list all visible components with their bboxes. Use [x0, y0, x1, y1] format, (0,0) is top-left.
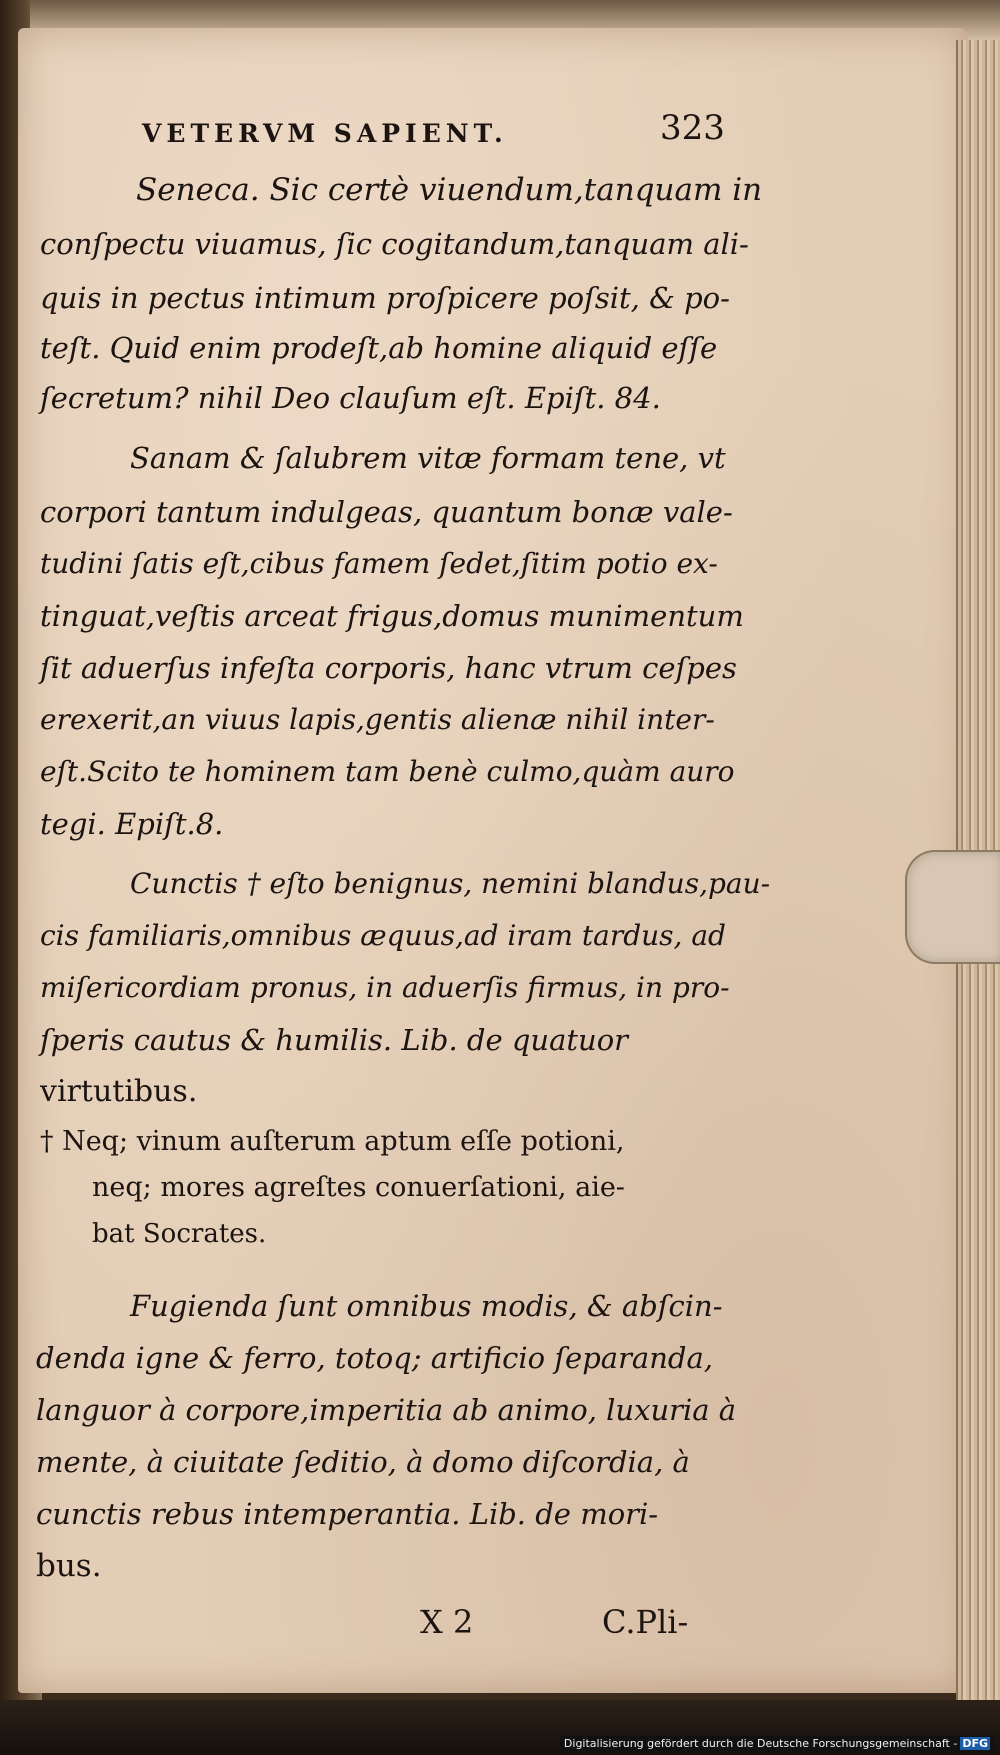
text-line: Sanam & ſalubrem vitæ formam tene, vt: [130, 441, 726, 475]
text-line: quis in pectus intimum proſpicere poſsit, & po-: [40, 281, 730, 315]
text-line: Cunctis † eſto benignus, nemini blandus,pau-: [130, 867, 771, 900]
text-line: conſpectu viuamus, ſic cogitandum,tanquam ali-: [40, 227, 749, 261]
dfg-logo: DFG: [962, 1737, 988, 1750]
digitization-credit: [560, 1736, 994, 1751]
clasp-tab: [905, 850, 1000, 964]
text-line: corpori tantum indulgeas, quantum bonæ vale-: [40, 495, 733, 529]
text-line: ſit aduerſus infeſta corporis, hanc vtrum ceſpes: [40, 651, 737, 685]
page-number: 323: [660, 108, 725, 148]
text-line: erexerit,an viuus lapis,gentis alienæ nihil inter-: [40, 703, 715, 736]
running-title: VETERVM SAPIENT.: [142, 119, 508, 148]
text-line: miſericordiam pronus, in aduerſis firmus, in pro-: [40, 971, 730, 1004]
text-line: denda igne & ferro, totoq; artificio ſeparanda,: [36, 1341, 713, 1375]
text-line: tegi. Epiſt.8.: [40, 807, 224, 841]
text-line: virtutibus.: [40, 1074, 198, 1109]
footnote-line: bat Socrates.: [92, 1219, 267, 1249]
text-line: Seneca. Sic certè viuendum,tanquam in: [136, 172, 763, 208]
credit-text: Digitalisierung gefördert durch die Deutsche Forschungsgemeinschaft -: [563, 1737, 958, 1750]
text-line: Fugienda ſunt omnibus modis, & abſcin-: [130, 1289, 723, 1323]
text-line: tinguat,veſtis arceat frigus,domus munimentum: [40, 599, 744, 633]
text-line: mente, à ciuitate ſeditio, à domo diſcordia, à: [36, 1445, 690, 1479]
text-line: cis familiaris,omnibus æquus,ad iram tardus, ad: [40, 919, 726, 952]
catchword: C.Pli-: [602, 1603, 689, 1641]
text-line: teſt. Quid enim prodeſt,ab homine aliquid eſſe: [40, 331, 718, 365]
text-line: tudini ſatis eſt,cibus famem ſedet,ſitim potio ex-: [40, 547, 718, 580]
text-line: bus.: [36, 1548, 102, 1584]
text-line: ſecretum? nihil Deo clauſum eſt. Epiſt. 84.: [40, 381, 661, 415]
text-line: cunctis rebus intemperantia. Lib. de mori-: [36, 1497, 659, 1531]
footnote-line: † Neq; vinum auſterum aptum eſſe potioni,: [40, 1126, 625, 1157]
signature-mark: X 2: [420, 1603, 474, 1641]
text-line: eſt.Scito te hominem tam benè culmo,quàm auro: [40, 755, 735, 788]
footnote-line: neq; mores agreſtes conuerſationi, aie-: [92, 1172, 625, 1203]
text-line: languor à corpore,imperitia ab animo, luxuria à: [36, 1393, 737, 1427]
text-line: ſperis cautus & humilis. Lib. de quatuor: [40, 1023, 629, 1057]
